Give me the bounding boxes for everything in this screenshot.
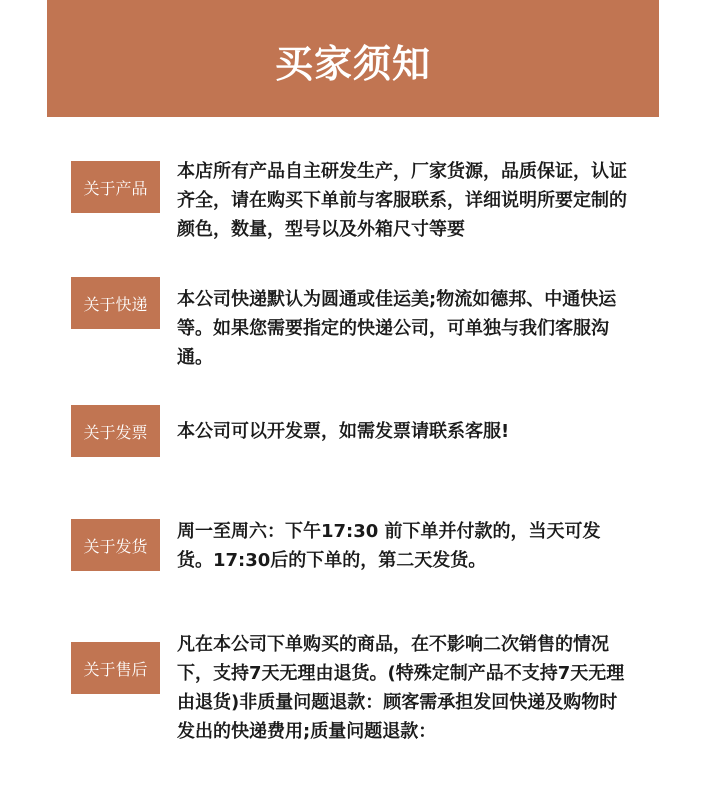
section-label-dispatch: 关于发货	[71, 519, 160, 571]
page-title: 买家须知	[274, 42, 431, 86]
section-after-sales	[71, 630, 661, 750]
section-shipping-carrier	[71, 285, 661, 368]
section-label-invoice: 关于发票	[71, 405, 160, 457]
section-text-dispatch: 周一至周六：下午17:30 前下单并付款的，当天可发货。17:30后的下单的，第二天发货。	[177, 521, 601, 571]
section-label-after-sales: 关于售后	[71, 642, 160, 694]
section-label-shipping-carrier: 关于快递	[71, 277, 160, 329]
section-invoice	[71, 417, 661, 457]
section-label-product: 关于产品	[71, 161, 160, 213]
section-text-invoice: 本公司可以开发票，如需发票请联系客服!	[177, 421, 510, 442]
section-product	[71, 157, 661, 247]
section-text-product: 本店所有产品自主研发生产，厂家货源，品质保证，认证齐全，请在购买下单前与客服联系，详细说明所要定制的颜色，数量，型号以及外箱尺寸等要	[177, 161, 627, 240]
section-dispatch	[71, 517, 661, 577]
section-text-shipping-carrier: 本公司快递默认为圆通或佳运美;物流如德邦、中通快运等。如果您需要指定的快递公司，可单独与我们客服沟通。	[177, 289, 617, 368]
section-text-after-sales: 凡在本公司下单购买的商品，在不影响二次销售的情况下，支持7天无理由退货。(特殊定制产品不支持7天无理由退货)非质量问题退款：顾客需承担发回快递及购物时发出的快递费用;质量问题退款：	[177, 634, 625, 742]
header-banner	[47, 0, 659, 117]
